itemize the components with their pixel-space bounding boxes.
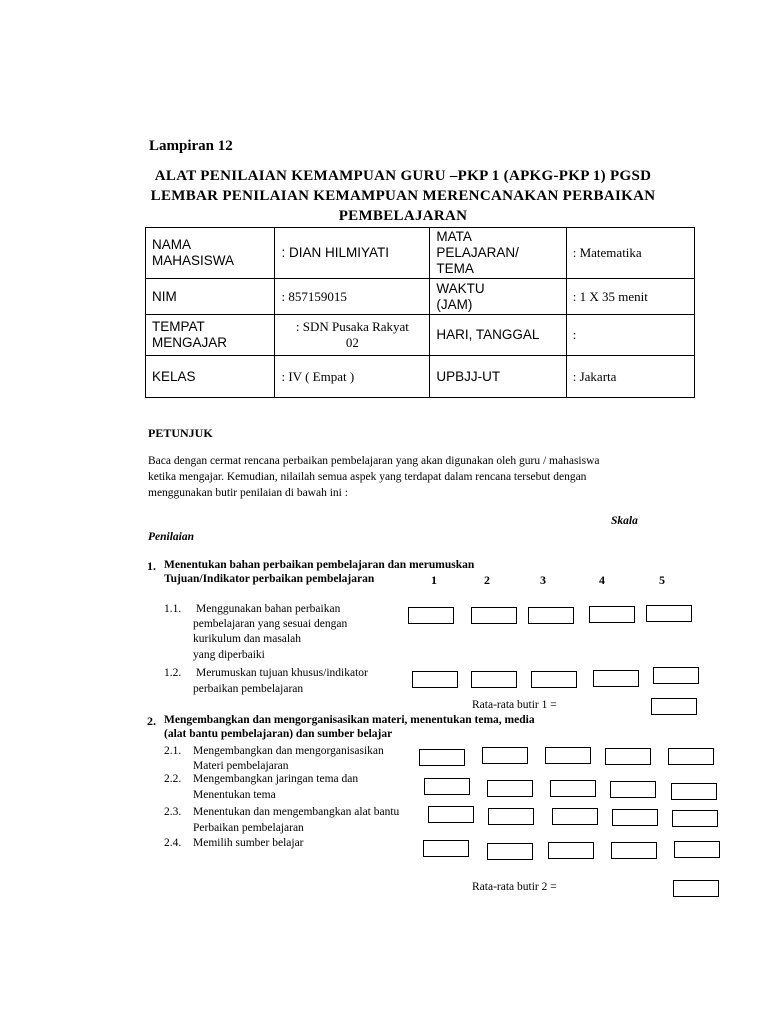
petunjuk-line-3: menggunakan butir penilaian di bawah ini : (148, 487, 348, 499)
waktu-value: : 1 X 35 menit (566, 279, 694, 315)
mapel-label: MATA PELAJARAN/ TEMA (430, 228, 566, 279)
score-box-1-1-2[interactable] (471, 607, 517, 624)
info-row-kelas (146, 356, 695, 398)
score-box-1-2-2[interactable] (471, 671, 517, 688)
scale-5: 5 (659, 573, 665, 587)
item-1-2-line-1: Merumuskan tujuan khusus/indikator (196, 667, 368, 679)
mapel-value: : Matematika (566, 228, 694, 279)
section1-title-line-1: Menentukan bahan perbaikan pembelajaran dan merumuskan (164, 559, 475, 571)
score-box-2-4-1[interactable] (423, 840, 469, 857)
score-box-2-1-5[interactable] (668, 748, 714, 765)
score-box-1-1-3[interactable] (528, 607, 574, 624)
item-1-1-line-3: kurikulum dan masalah (193, 633, 301, 645)
score-box-2-3-3[interactable] (552, 808, 598, 825)
item-1-1-line-4: yang diperbaiki (193, 649, 265, 661)
item-2-3-number: 2.3. (164, 806, 182, 818)
score-box-2-4-3[interactable] (548, 842, 594, 859)
section2-title-line-1: Mengembangkan dan mengorganisasikan materi, menentukan tema, media (164, 714, 535, 726)
section1-number: 1. (147, 559, 156, 573)
section1-title-line-2: Tujuan/Indikator perbaikan pembelajaran (164, 573, 375, 585)
score-box-1-1-5[interactable] (646, 605, 692, 622)
section2-number: 2. (147, 714, 156, 728)
item-1-2-number: 1.2. (164, 667, 182, 679)
item-1-1-line-2: pembelajaran yang sesuai dengan (193, 618, 348, 630)
score-box-2-2-4[interactable] (610, 781, 656, 798)
score-box-2-3-5[interactable] (672, 810, 718, 827)
hari-value: : (566, 315, 694, 356)
upbjj-label: UPBJJ-UT (430, 356, 566, 398)
score-box-2-1-3[interactable] (545, 747, 591, 764)
item-1-1-line-1: Menggunakan bahan perbaikan (196, 603, 341, 615)
score-box-2-3-4[interactable] (612, 809, 658, 826)
score-box-2-4-4[interactable] (611, 842, 657, 859)
skala-label: Skala (611, 515, 638, 527)
hari-label: HARI, TANGGAL (430, 315, 566, 356)
score-box-1-2-5[interactable] (653, 667, 699, 684)
section2-title-line-2: (alat bantu pembelajaran) dan sumber belajar (164, 728, 393, 740)
nama-label: NAMA MAHASISWA (146, 228, 275, 279)
rata-rata-2-label: Rata-rata butir 2 = (472, 881, 557, 893)
petunjuk-line-1: Baca dengan cermat rencana perbaikan pembelajaran yang akan digunakan oleh guru / mahasiswa (148, 455, 600, 467)
item-2-2-line-1: Mengembangkan jaringan tema dan (193, 773, 359, 785)
score-box-1-2-3[interactable] (531, 671, 577, 688)
item-2-2-number: 2.2. (164, 773, 182, 785)
nim-label: NIM (146, 279, 275, 315)
scale-1: 1 (431, 573, 437, 587)
form-title-line-1: ALAT PENILAIAN KEMAMPUAN GURU –PKP 1 (APKG-PKP 1) PGSD (154, 168, 652, 184)
score-box-1-2-1[interactable] (412, 671, 458, 688)
item-2-1-line-2: Materi pembelajaran (193, 760, 289, 772)
score-box-2-2-5[interactable] (671, 783, 717, 800)
petunjuk-line-2: ketika mengajar. Kemudian, nilailah semua aspek yang terdapat dalam rencana tersebut dengan (148, 471, 587, 483)
score-box-2-1-1[interactable] (419, 749, 465, 766)
kelas-value: : IV ( Empat ) (275, 356, 430, 398)
kelas-label: KELAS (146, 356, 275, 398)
item-2-2-line-2: Menentukan tema (193, 789, 276, 801)
score-box-1-2-4[interactable] (593, 670, 639, 687)
rata-rata-1-label: Rata-rata butir 1 = (472, 699, 557, 711)
score-box-2-4-5[interactable] (674, 841, 720, 858)
score-box-2-3-1[interactable] (428, 806, 474, 823)
item-2-4-line-1: Memilih sumber belajar (193, 837, 304, 849)
rata-rata-2-box[interactable] (673, 880, 719, 897)
item-2-3-line-2: Perbaikan pembelajaran (193, 822, 304, 834)
scale-3: 3 (540, 573, 546, 587)
item-1-1-number: 1.1. (164, 603, 182, 615)
score-box-2-4-2[interactable] (487, 843, 533, 860)
score-box-2-2-1[interactable] (424, 778, 470, 795)
item-2-1-number: 2.1. (164, 745, 182, 757)
tempat-label: TEMPAT MENGAJAR (146, 315, 275, 356)
penilaian-label: Penilaian (148, 531, 195, 543)
info-row-nim (146, 279, 695, 315)
item-2-3-line-1: Menentukan dan mengembangkan alat bantu (193, 806, 400, 818)
waktu-label: WAKTU (JAM) (430, 279, 566, 315)
petunjuk-heading: PETUNJUK (148, 426, 213, 440)
upbjj-value: : Jakarta (566, 356, 694, 398)
info-row-nama (146, 228, 695, 279)
score-box-2-2-3[interactable] (550, 780, 596, 797)
item-1-2-line-2: perbaikan pembelajaran (193, 683, 304, 695)
score-box-2-1-2[interactable] (482, 747, 528, 764)
scale-4: 4 (599, 573, 605, 587)
lampiran-label: Lampiran 12 (149, 138, 233, 154)
item-2-4-number: 2.4. (164, 837, 182, 849)
score-box-2-3-2[interactable] (488, 808, 534, 825)
score-box-1-1-4[interactable] (589, 606, 635, 623)
info-table (145, 227, 695, 398)
form-title-line-2: LEMBAR PENILAIAN KEMAMPUAN MERENCANAKAN PERBAIKAN (150, 188, 656, 204)
scale-2: 2 (484, 573, 490, 587)
score-box-2-1-4[interactable] (605, 748, 651, 765)
nim-value: : 857159015 (275, 279, 430, 315)
score-box-2-2-2[interactable] (487, 780, 533, 797)
item-2-1-line-1: Mengembangkan dan mengorganisasikan (193, 745, 384, 757)
info-row-tempat (146, 315, 695, 356)
nama-value: : DIAN HILMIYATI (275, 228, 430, 279)
tempat-value: : SDN Pusaka Rakyat 02 (275, 315, 430, 356)
score-box-1-1-1[interactable] (408, 607, 454, 624)
form-title-line-3: PEMBELAJARAN (338, 208, 468, 224)
rata-rata-1-box[interactable] (651, 698, 697, 715)
